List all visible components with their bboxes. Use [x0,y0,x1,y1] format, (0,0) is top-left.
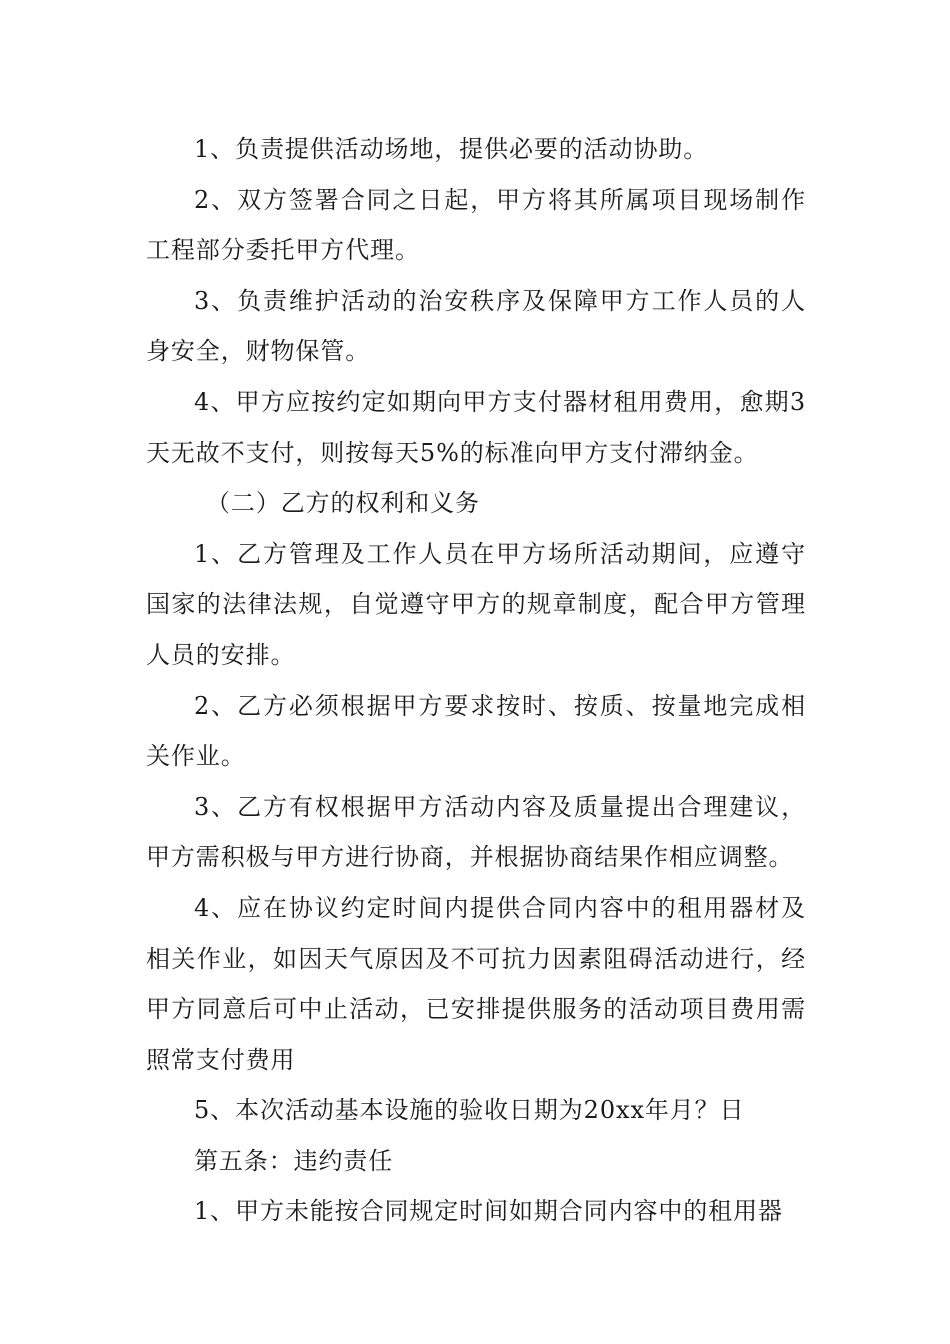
paragraph-party-a-duty-1: 1、负责提供活动场地，提供必要的活动协助。 [194,135,709,163]
heading-party-b-rights: （二）乙方的权利和义务 [206,489,480,518]
paragraph-party-b-duty-4: 4、应在协议约定时间内提供合同内容中的租用器材及相关作业，如因天气原因及不可抗力因素阻碍活动进行，经甲方同意后可中止活动，已安排提供服务的活动项目费用需照常支付费用 [146,893,806,1074]
paragraph-breach-1: 1、甲方未能按合同规定时间如期合同内容中的租用器 [194,1197,783,1226]
document-body [146,124,806,1237]
paragraph-acceptance-date: 5、本次活动基本设施的验收日期为20xx年月？日 [194,1096,745,1125]
paragraph-party-b-duty-2: 2、乙方必须根据甲方要求按时、按质、按量地完成相关作业。 [146,691,806,771]
paragraph-party-b-duty-1: 1、乙方管理及工作人员在甲方场所活动期间，应遵守国家的法律法规，自觉遵守甲方的规章制度，配合甲方管理人员的安排。 [146,539,806,669]
paragraph-party-a-duty-3: 3、负责维护活动的治安秩序及保障甲方工作人员的人身安全，财物保管。 [146,286,806,366]
paragraph-party-a-duty-4: 4、甲方应按约定如期向甲方支付器材租用费用，愈期3天无故不支付，则按每天5%的标准向甲方支付滞纳金。 [146,387,806,467]
paragraph-party-b-duty-3: 3、乙方有权根据甲方活动内容及质量提出合理建议，甲方需积极与甲方进行协商，并根据协商结果作相应调整。 [146,792,806,872]
heading-article-five: 第五条：违约责任 [194,1146,394,1175]
paragraph-party-a-duty-2: 2、双方签署合同之日起，甲方将其所属项目现场制作工程部分委托甲方代理。 [146,185,806,265]
